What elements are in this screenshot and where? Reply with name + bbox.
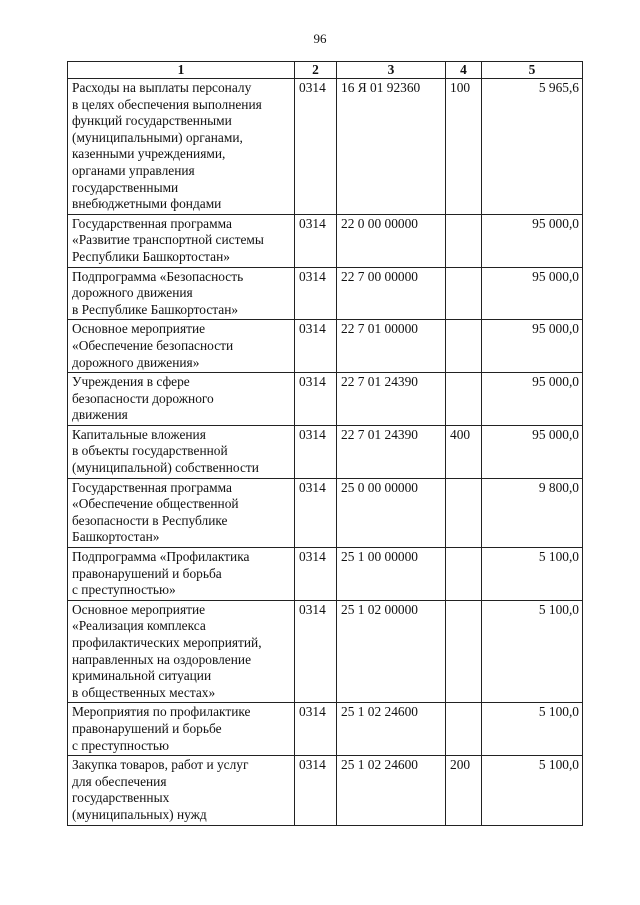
row-section-cell: 0314 <box>295 756 337 825</box>
row-type-cell <box>446 548 482 601</box>
table-row <box>68 214 583 267</box>
row-name-cell: Государственная программа «Развитие транспортной системы Республики Башкортостан» <box>68 214 295 267</box>
row-amount-cell: 95 000,0 <box>482 373 583 426</box>
row-name-cell: Мероприятия по профилактике правонарушений и борьбе с преступностью <box>68 703 295 756</box>
row-code-cell: 25 1 02 24600 <box>337 756 446 825</box>
row-name-cell: Расходы на выплаты персоналу в целях обеспечения выполнения функций государственными (муниципальными) органами, казенными учреждениями, органами управления государственными внебюджетными фондами <box>68 79 295 215</box>
row-code-cell: 25 1 02 00000 <box>337 600 446 703</box>
row-section-cell: 0314 <box>295 600 337 703</box>
row-type-cell <box>446 600 482 703</box>
table-row <box>68 703 583 756</box>
row-type-cell <box>446 214 482 267</box>
row-code-cell: 22 7 00 00000 <box>337 267 446 320</box>
row-type-cell <box>446 478 482 547</box>
row-name-cell: Основное мероприятие «Реализация комплекса профилактических мероприятий, направленных на оздоровление криминальной ситуации в общественных местах» <box>68 600 295 703</box>
table-row <box>68 756 583 825</box>
row-type-cell <box>446 267 482 320</box>
row-code-cell: 22 7 01 00000 <box>337 320 446 373</box>
header-col-5: 5 <box>482 62 583 79</box>
row-type-cell <box>446 703 482 756</box>
header-col-3: 3 <box>337 62 446 79</box>
page-number: 96 <box>313 31 327 46</box>
table-row <box>68 600 583 703</box>
table-header-row <box>68 62 583 79</box>
row-amount-cell: 5 100,0 <box>482 600 583 703</box>
table-row <box>68 373 583 426</box>
row-name-cell: Закупка товаров, работ и услуг для обеспечения государственных (муниципальных) нужд <box>68 756 295 825</box>
row-code-cell: 16 Я 01 92360 <box>337 79 446 215</box>
row-section-cell: 0314 <box>295 478 337 547</box>
row-amount-cell: 95 000,0 <box>482 425 583 478</box>
header-col-1: 1 <box>68 62 295 79</box>
row-section-cell: 0314 <box>295 703 337 756</box>
row-section-cell: 0314 <box>295 79 337 215</box>
row-name-cell: Учреждения в сфере безопасности дорожного движения <box>68 373 295 426</box>
row-type-cell: 200 <box>446 756 482 825</box>
row-section-cell: 0314 <box>295 425 337 478</box>
row-name-cell: Подпрограмма «Профилактика правонарушений и борьба с преступностью» <box>68 548 295 601</box>
row-name-cell: Основное мероприятие «Обеспечение безопасности дорожного движения» <box>68 320 295 373</box>
row-type-cell <box>446 320 482 373</box>
row-amount-cell: 95 000,0 <box>482 214 583 267</box>
row-code-cell: 25 1 00 00000 <box>337 548 446 601</box>
row-section-cell: 0314 <box>295 548 337 601</box>
row-name-cell: Капитальные вложения в объекты государственной (муниципальной) собственности <box>68 425 295 478</box>
row-section-cell: 0314 <box>295 320 337 373</box>
header-col-2: 2 <box>295 62 337 79</box>
table-row <box>68 320 583 373</box>
row-code-cell: 22 0 00 00000 <box>337 214 446 267</box>
table-row <box>68 79 583 215</box>
row-amount-cell: 95 000,0 <box>482 320 583 373</box>
table-row <box>68 478 583 547</box>
row-section-cell: 0314 <box>295 373 337 426</box>
row-section-cell: 0314 <box>295 214 337 267</box>
row-code-cell: 22 7 01 24390 <box>337 425 446 478</box>
row-code-cell: 25 1 02 24600 <box>337 703 446 756</box>
row-type-cell: 400 <box>446 425 482 478</box>
row-type-cell: 100 <box>446 79 482 215</box>
row-name-cell: Государственная программа «Обеспечение общественной безопасности в Республике Башкортостан» <box>68 478 295 547</box>
table-row <box>68 548 583 601</box>
row-name-cell: Подпрограмма «Безопасность дорожного движения в Республике Башкортостан» <box>68 267 295 320</box>
row-amount-cell: 5 100,0 <box>482 703 583 756</box>
row-amount-cell: 95 000,0 <box>482 267 583 320</box>
row-code-cell: 25 0 00 00000 <box>337 478 446 547</box>
row-type-cell <box>446 373 482 426</box>
row-code-cell: 22 7 01 24390 <box>337 373 446 426</box>
row-section-cell: 0314 <box>295 267 337 320</box>
row-amount-cell: 5 965,6 <box>482 79 583 215</box>
budget-table <box>67 61 583 826</box>
header-col-4: 4 <box>446 62 482 79</box>
table-body <box>68 79 583 826</box>
table-row <box>68 425 583 478</box>
table-row <box>68 267 583 320</box>
row-amount-cell: 5 100,0 <box>482 548 583 601</box>
row-amount-cell: 9 800,0 <box>482 478 583 547</box>
row-amount-cell: 5 100,0 <box>482 756 583 825</box>
